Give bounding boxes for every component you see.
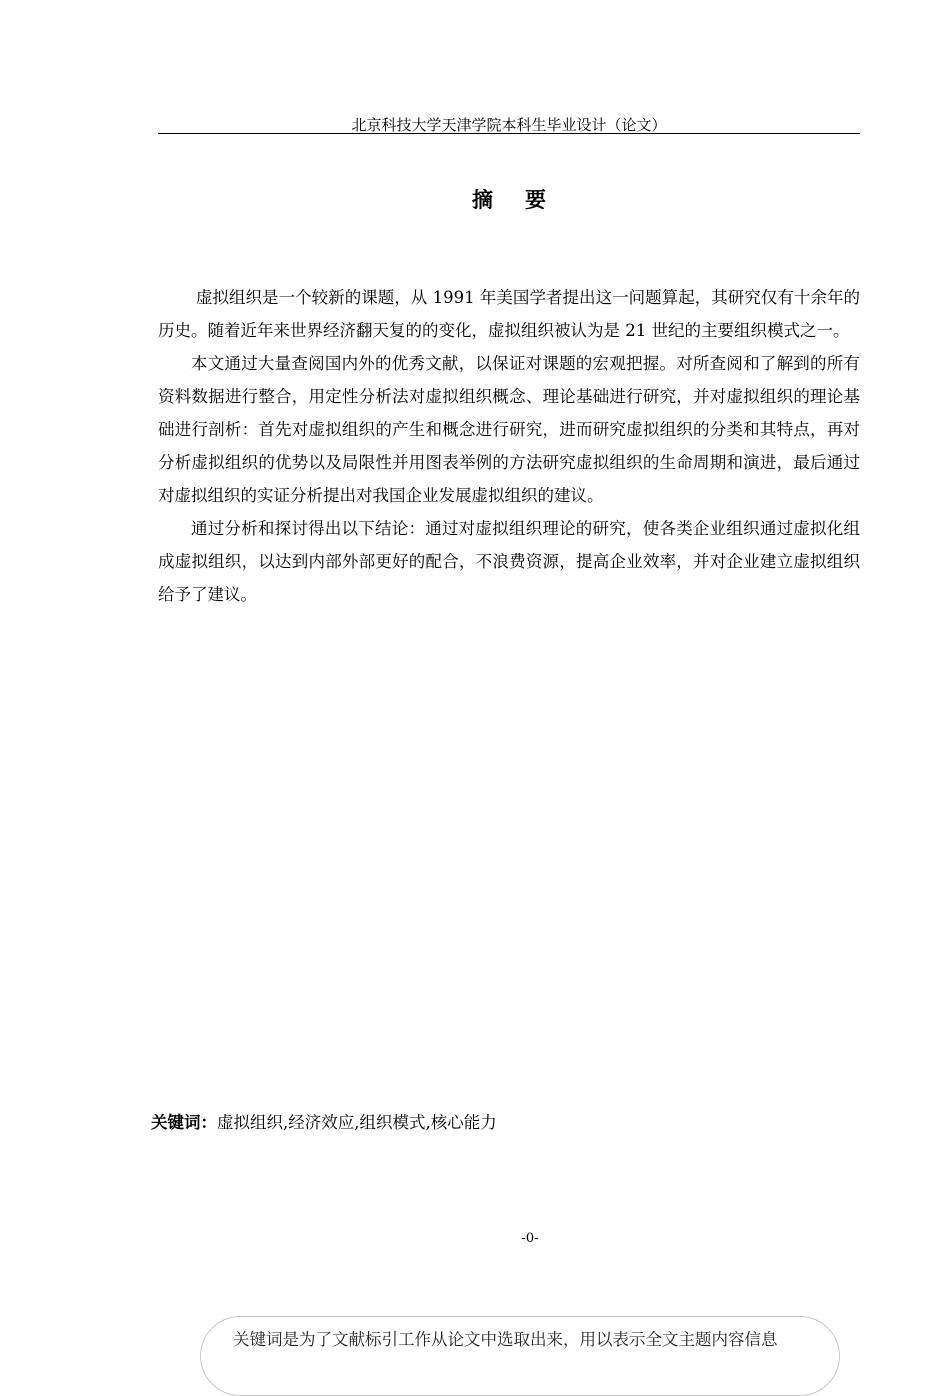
page-number: -0- bbox=[521, 1231, 539, 1246]
keywords-line bbox=[151, 1110, 851, 1136]
comment-bubble[interactable] bbox=[200, 1316, 840, 1396]
header-rule bbox=[158, 133, 860, 134]
running-header: 北京科技大学天津学院本科生毕业设计（论文） bbox=[351, 116, 667, 134]
keywords-label: 关键词： bbox=[151, 1113, 217, 1132]
page-title: 摘要 bbox=[472, 187, 578, 212]
keywords-value: 虚拟组织,经济效应,组织模式,核心能力 bbox=[217, 1113, 497, 1132]
abstract-paragraph-1: 虚拟组织是一个较新的课题，从 1991 年美国学者提出这一问题算起，其研究仅有十余年的历史。随着近年来世界经济翻天复的的变化，虚拟组织被认为是 21 世纪的主要组织模式之一。 bbox=[158, 288, 860, 340]
comment-text: 关键词是为了文献标引工作从论文中选取出来，用以表示全文主题内容信息 bbox=[233, 1330, 778, 1349]
abstract-paragraph-3: 通过分析和探讨得出以下结论：通过对虚拟组织理论的研究，使各类企业组织通过虚拟化组成虚拟组织，以达到内部外部更好的配合，不浪费资源，提高企业效率，并对企业建立虚拟组织给予了建议。 bbox=[158, 519, 860, 604]
abstract-body bbox=[158, 281, 860, 611]
abstract-paragraph-2: 本文通过大量查阅国内外的优秀文献，以保证对课题的宏观把握。对所查阅和了解到的所有资料数据进行整合，用定性分析法对虚拟组织概念、理论基础进行研究，并对虚拟组织的理论基础进行剖析：首先对虚拟组织的产生和概念进行研究，进而研究虚拟组织的分类和其特点，再对分析虚拟组织的优势以及局限性并用图表举例的方法研究虚拟组织的生命周期和演进，最后通过对虚拟组织的实证分析提出对我国企业发展虚拟组织的建议。 bbox=[158, 354, 860, 505]
